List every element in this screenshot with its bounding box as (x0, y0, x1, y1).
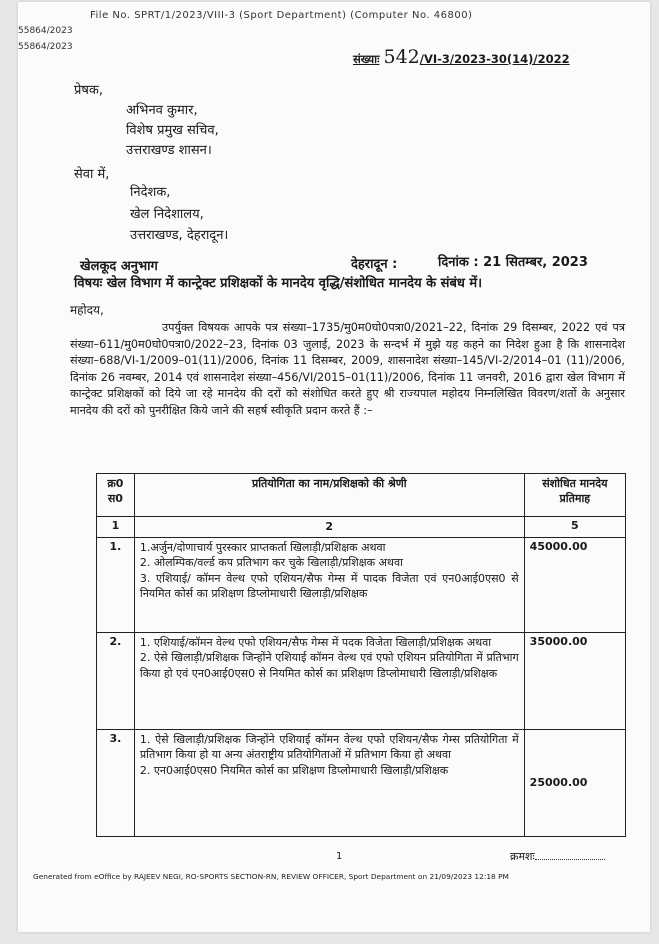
category-line: 1. ऐसे खिलाड़ी/प्रशिक्षक जिन्होंने एशियाई कॉमन वेल्थ एफो एशियन/सैफ गेम्स प्रतियोगिता में प्रतिभाग किया हो या अन्य अंतराष्ट्रीय प्रतियोगिताओं में प्रतिभाग किया हो अथवा (139, 732, 519, 762)
kramashah-text: क्रमशः (510, 850, 535, 863)
margin-number: 55864/2023 (18, 26, 73, 36)
category-line: 2. ऐसे खिलाड़ी/प्रशिक्षक जिन्होंने एशियाई कॉमन वेल्थ एवं एफो एशियन प्रतियोगिता में प्रतिभाग किया हो एवं एन0आई0एस0 से नियमित कोर्स का प्रशिक्षण डिप्लोमाधारी खिलाड़ी/प्रशिक्षक (139, 651, 519, 680)
body-text: उपर्युक्त विषयक आपके पत्र संख्या–1735/मु0म0घो0पत्रा0/2021–22, दिनांक 29 दिसम्बर, 2022 एवं पत्र संख्या–611/मु0म0घो0पत्रा0/2022–23, दिनांक 03 जुलाई, 2023 के सन्दर्भ में मुझे यह कहने का निदेश हुआ है कि शासनादेश संख्या–688/VI-1/2009–01(11)/2006, दिनांक 11 दिसम्बर, 2009, शासनादेश संख्या–145/VI-2/2014–01 (11)/2006, दिनांक 26 नवम्बर, 2014 एवं शासनादेश संख्या–456/VI/2015–01(11)/2006, दिनांक 11 जनवरी, 2016 द्वारा खेल विभाग में कान्ट्रेक्ट प्रशिक्षकों को दिये जा रहे मानदेय की दरों को संशोधित करते हुए श्री राज्यपाल महोदय निम्नलिखित विवरण/शर्तो के अनुसार मानदेय की दरों को पुनरीक्षित किये जाने की सहर्ष स्वीकृति प्रदान करते हैं :– (70, 321, 625, 417)
date-value: 21 सितम्बर, 2023 (483, 255, 588, 270)
reference-suffix: /VI-3/2023-30(14)/2022 (419, 52, 570, 66)
subject-line: विषयः खेल विभाग में कान्ट्रेक्ट प्रशिक्षकों के मानदेय वृद्धि/संशोधित मानदेय के संबंध में। (74, 276, 483, 291)
header-number: 5 (524, 517, 625, 538)
section-name: खेलकूद अनुभाग (80, 259, 158, 274)
recipient-name: निदेशक, (130, 185, 171, 200)
category-line: 2. ओलम्पिक/वर्ल्ड कप प्रतिभाग कर चुके खिलाड़ी/प्रशिक्षक अथवा (139, 556, 403, 570)
honorarium-table (96, 473, 626, 837)
reference-number (353, 46, 570, 68)
table-header-row (97, 474, 626, 517)
body-paragraph (70, 320, 625, 420)
row-category (134, 729, 524, 836)
table-number-row (97, 517, 626, 538)
handwritten-number: 542 (383, 46, 420, 68)
sender-label: प्रेषक, (74, 83, 104, 98)
row-amount: 35000.00 (524, 632, 625, 729)
category-line: 3. एशियाई/ कॉमन वेल्थ एफो एशियन/सैफ गेम्स में पादक विजेता एवं एन0आई0एस0 से नियमित कोर्स का प्रशिक्षण डिप्लोमाधारी खिलाड़ी/प्रशिक्षक (139, 571, 519, 601)
row-amount: 25000.00 (524, 729, 625, 836)
row-amount: 45000.00 (524, 537, 625, 632)
recipient-place: उत्तराखण्ड, देहरादून। (130, 228, 229, 243)
header-number: 2 (134, 517, 524, 538)
place: देहरादून : (351, 257, 398, 272)
header-serial: क्र0 स0 (97, 474, 135, 517)
generated-note: Generated from eOffice by RAJEEV NEGI, RO-SPORTS SECTION-RN, REVIEW OFFICER, Sport Department on 21/09/2023 12:18 PM (33, 872, 509, 881)
table-row (97, 632, 626, 729)
salutation: महोदय, (70, 303, 104, 317)
row-category (134, 537, 524, 632)
header-number: 1 (97, 517, 135, 538)
recipient-label: सेवा में, (74, 167, 110, 182)
margin-number: 55864/2023 (18, 42, 73, 52)
reference-prefix: संख्याः (353, 52, 380, 66)
sender-name: अभिनव कुमार, (126, 103, 198, 118)
kramashah-dots (535, 859, 605, 860)
row-number: 3. (97, 729, 135, 836)
row-category (134, 632, 524, 729)
page-number: 1 (336, 851, 343, 862)
sender-office: उत्तराखण्ड शासन। (126, 143, 212, 158)
row-number: 2. (97, 632, 135, 729)
table-row (97, 729, 626, 836)
category-line: 2. एन0आई0एस0 नियमित कोर्स का प्रशिक्षण डिप्लोमाधारी खिलाड़ी/प्रशिक्षक (139, 763, 449, 777)
header-amount: संशोधित मानदेय प्रतिमाह (524, 474, 625, 517)
file-number-line: File No. SPRT/1/2023/VIII-3 (Sport Department) (Computer No. 46800) (90, 10, 473, 21)
kramashah-label (510, 849, 605, 864)
table-row (97, 537, 626, 632)
letter-page (18, 2, 650, 932)
category-line: 1. एशियाई/कॉमन वेल्थ एफो एशियन/सैफ गेम्स में पदक विजेता खिलाड़ी/प्रशिक्षक अथवा (139, 635, 492, 649)
date (438, 252, 588, 270)
sender-designation: विशेष प्रमुख सचिव, (126, 123, 219, 138)
category-line: 1.अर्जुन/दोणाचार्य पुरस्कार प्राप्तकर्ता खिलाड़ी/प्रशिक्षक अथवा (139, 540, 386, 554)
date-label: दिनांक : (438, 255, 479, 270)
row-number: 1. (97, 537, 135, 632)
recipient-office: खेल निदेशालय, (130, 207, 204, 222)
header-category: प्रतियोगिता का नाम/प्रशिक्षको की श्रेणी (134, 474, 524, 517)
